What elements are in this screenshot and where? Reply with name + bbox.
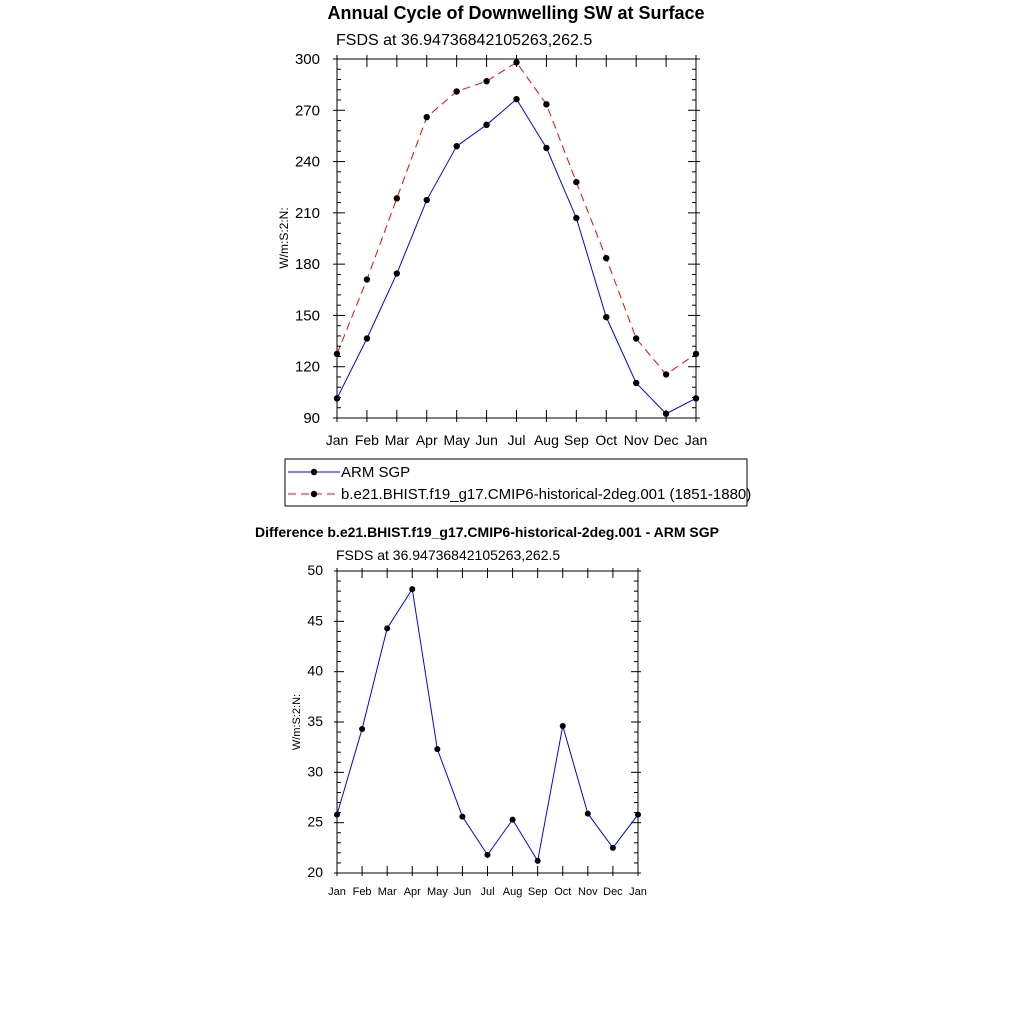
series-0-point: [510, 817, 516, 823]
series-0-point: [560, 723, 566, 729]
series-1-point: [603, 255, 609, 261]
series-0-point: [573, 215, 579, 221]
legend-marker-arm-sgp: [311, 469, 317, 475]
y-tick-label: 45: [307, 612, 323, 629]
series-0-point: [453, 143, 459, 149]
y-tick-label: 240: [294, 153, 320, 171]
series-0-point: [633, 380, 639, 386]
x-tick-label: Jun: [475, 432, 498, 448]
y-tick-label: 90: [303, 410, 320, 427]
x-tick-label: Dec: [603, 886, 623, 898]
x-tick-label: Apr: [415, 432, 438, 448]
x-tick-label: Sep: [527, 886, 548, 898]
series-line-1: [337, 62, 696, 374]
x-tick-label: Jun: [453, 886, 472, 898]
series-0-point: [585, 811, 591, 817]
series-0-point: [359, 726, 365, 732]
y-tick-label: 50: [307, 562, 323, 578]
series-0-point: [483, 122, 489, 128]
series-1-point: [424, 114, 430, 120]
x-tick-label: Nov: [623, 432, 649, 448]
series-0-point: [663, 411, 669, 417]
series-1-point: [543, 101, 549, 107]
series-0-point: [334, 812, 340, 818]
series-0-point: [693, 395, 699, 401]
series-0-point: [424, 197, 430, 203]
y-tick-label: 40: [307, 662, 323, 679]
y-tick-label: 180: [294, 256, 320, 274]
x-tick-label: Sep: [563, 432, 589, 448]
x-tick-label: May: [426, 886, 448, 898]
series-1-point: [394, 195, 400, 201]
series-line-0: [337, 99, 696, 414]
series-0-point: [409, 586, 415, 592]
plot-frame: [337, 571, 638, 873]
y-tick-label: 20: [307, 864, 323, 880]
x-tick-label: May: [443, 432, 470, 448]
x-tick-label: Jan: [325, 432, 349, 448]
series-0-point: [603, 314, 609, 320]
series-1-point: [663, 371, 669, 377]
x-tick-label: Oct: [554, 886, 572, 898]
x-tick-label: Nov: [578, 886, 598, 898]
x-tick-label: Feb: [352, 886, 372, 898]
x-tick-label: Jan: [328, 886, 346, 898]
series-0-point: [434, 746, 440, 752]
y-tick-label: 150: [294, 307, 320, 325]
y-tick-label: 210: [294, 204, 320, 222]
y-tick-label: 25: [307, 813, 323, 830]
chart1-title: Annual Cycle of Downwelling SW at Surface: [327, 3, 705, 23]
y-tick-label: 30: [307, 763, 323, 780]
chart1-plot-area: [295, 51, 707, 448]
x-tick-label: Dec: [653, 432, 679, 448]
x-tick-label: Feb: [354, 432, 379, 448]
series-0-point: [459, 814, 465, 820]
y-tick-label: 270: [294, 102, 320, 120]
series-0-point: [635, 812, 641, 818]
chart1-y-axis-label: W/m:S:2:N:: [277, 207, 291, 269]
y-tick-label: 120: [294, 358, 320, 376]
series-1-point: [573, 179, 579, 185]
series-0-point: [535, 858, 541, 864]
legend-label-model: b.e21.BHIST.f19_g17.CMIP6-historical-2deg.001 (1851-1880): [341, 486, 752, 503]
series-0-point: [394, 270, 400, 276]
y-tick-label: 35: [307, 713, 323, 729]
x-tick-label: Jul: [507, 432, 526, 448]
series-1-point: [633, 335, 639, 341]
x-tick-label: Jan: [684, 432, 708, 448]
series-1-point: [693, 351, 699, 357]
chart2-y-axis-label: W/m:S:2:N:: [291, 693, 303, 751]
series-0-point: [485, 852, 491, 858]
series-1-point: [364, 276, 370, 282]
y-tick-label: 300: [294, 51, 320, 68]
chart2-plot-area: [307, 562, 646, 898]
series-0-point: [364, 335, 370, 341]
x-tick-label: Jan: [629, 886, 647, 898]
series-0-point: [334, 395, 340, 401]
series-0-point: [513, 96, 519, 102]
series-1-point: [483, 78, 489, 84]
series-1-point: [453, 88, 459, 94]
x-tick-label: Mar: [384, 432, 409, 448]
plot-frame: [337, 59, 696, 418]
series-1-point: [334, 351, 340, 357]
x-tick-label: Mar: [377, 886, 397, 898]
chart2-subtitle: FSDS at 36.94736842105263,262.5: [336, 547, 561, 563]
series-1-point: [513, 59, 519, 65]
chart1-subtitle: FSDS at 36.94736842105263,262.5: [336, 32, 593, 49]
series-0-point: [543, 145, 549, 151]
series-line-0: [337, 589, 638, 861]
chart2-title: Difference b.e21.BHIST.f19_g17.CMIP6-historical-2deg.001 - ARM SGP: [255, 524, 719, 540]
x-tick-label: Aug: [533, 432, 559, 448]
x-tick-label: Jul: [480, 886, 495, 898]
x-tick-label: Aug: [502, 886, 523, 898]
x-tick-label: Oct: [595, 432, 618, 448]
series-0-point: [384, 625, 390, 631]
legend-label-arm-sgp: ARM SGP: [341, 464, 411, 481]
legend-marker-model: [311, 491, 317, 497]
x-tick-label: Apr: [403, 886, 421, 898]
chart1-legend: [285, 459, 751, 506]
series-0-point: [610, 845, 616, 851]
